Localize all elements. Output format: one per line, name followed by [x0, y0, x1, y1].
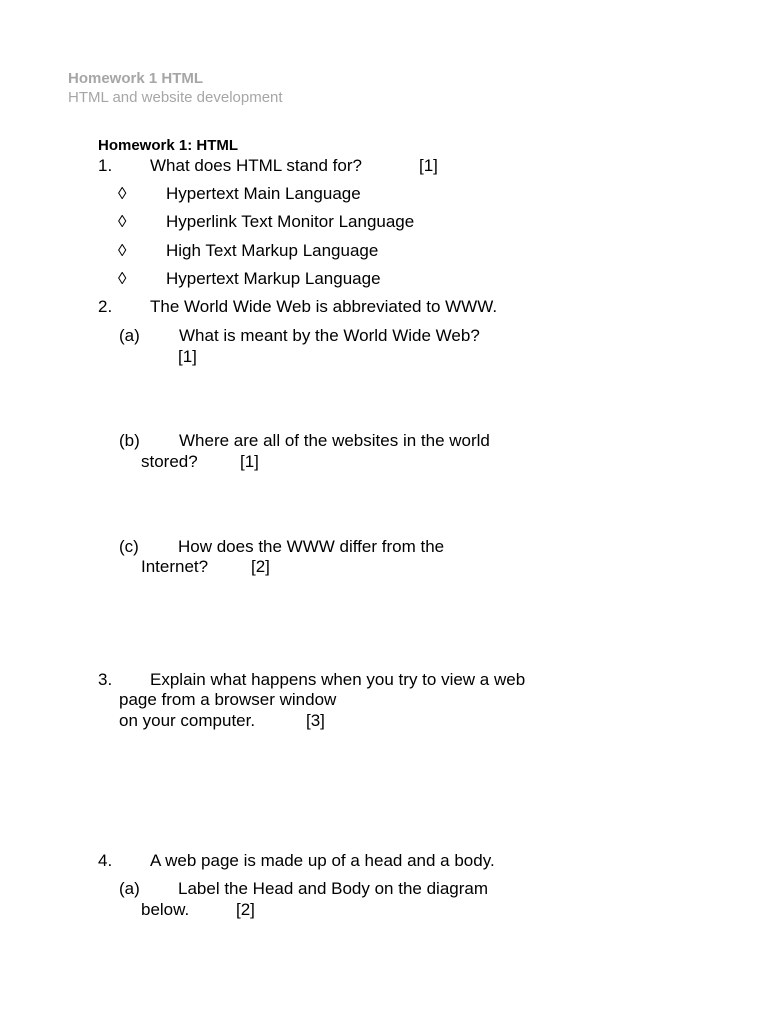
question-2b-marks: [1]	[240, 452, 259, 471]
question-2b-label: (b)	[119, 431, 140, 450]
question-2a-text: What is meant by the World Wide Web?	[179, 326, 480, 345]
question-4a-label: (a)	[119, 879, 140, 898]
question-2c-text: How does the WWW differ from the	[178, 537, 445, 556]
q1-option-4: Hypertext Markup Language	[166, 269, 381, 288]
bullet-icon: ◊	[118, 269, 127, 288]
question-2c-marks: [2]	[251, 557, 270, 576]
header-subtitle: HTML and website development	[68, 89, 283, 106]
q1-option-1: Hypertext Main Language	[166, 184, 361, 203]
question-4a-text: Label the Head and Body on the diagram	[178, 879, 489, 898]
question-3-number: 3.	[98, 670, 113, 689]
question-4-number: 4.	[98, 851, 113, 870]
question-2b-text: Where are all of the websites in the world	[179, 431, 490, 450]
question-1-number: 1.	[98, 156, 113, 175]
question-2a-marks: [1]	[178, 347, 197, 366]
bullet-icon: ◊	[118, 212, 127, 231]
header-title: Homework 1 HTML	[68, 70, 204, 87]
document-title: Homework 1: HTML	[98, 137, 239, 154]
question-2b-text-cont: stored?	[141, 452, 198, 471]
question-2-text: The World Wide Web is abbreviated to WWW.	[150, 297, 498, 316]
bullet-icon: ◊	[118, 241, 127, 260]
question-3-text-cont: page from a browser window	[119, 690, 337, 709]
question-2-number: 2.	[98, 297, 113, 316]
question-1-text: What does HTML stand for?	[150, 156, 362, 175]
question-1-marks: [1]	[419, 156, 438, 175]
question-3-text: Explain what happens when you try to view a web	[150, 670, 526, 689]
question-2c-label: (c)	[119, 537, 139, 556]
question-2a-label: (a)	[119, 326, 140, 345]
question-4-text: A web page is made up of a head and a body.	[150, 851, 495, 870]
q1-option-3: High Text Markup Language	[166, 241, 379, 260]
question-3-text-cont-2: on your computer.	[119, 711, 256, 730]
question-4a-marks: [2]	[236, 900, 255, 919]
question-2c-text-cont: Internet?	[141, 557, 209, 576]
q1-option-2: Hyperlink Text Monitor Language	[166, 212, 415, 231]
question-4a-text-cont: below.	[141, 900, 190, 919]
question-3-marks: [3]	[306, 711, 325, 730]
bullet-icon: ◊	[118, 184, 127, 203]
